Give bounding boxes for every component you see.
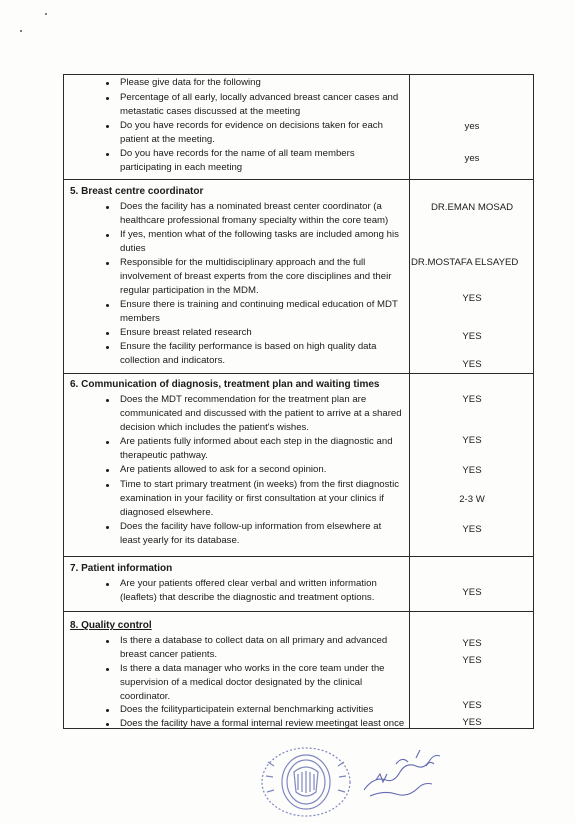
question-text: Do you have records for the name of all team members [120,148,355,159]
question-text: communicated and discussed with the patient to arrive at a shared [120,408,402,419]
question-text: participating in each meeting [120,162,243,173]
bullet-icon [106,332,109,335]
table-row [64,75,534,180]
bullet-icon [106,709,109,712]
question-text: Is there a data manager who works in the core team under the [120,663,385,674]
question-text: involvement of breast experts from the core disciplines and their [120,271,392,282]
question-text: metastatic cases discussed at the meeting [120,106,301,117]
answer-cell [410,557,534,612]
bullet-icon [106,346,109,349]
answer-text: YES [462,293,482,304]
question-text: decision which includes the patient's wishes. [120,422,310,433]
answer-cell [410,75,534,180]
answer-text: YES [462,331,482,342]
table-row [64,374,534,557]
answer-text: YES [462,465,482,476]
question-text: least yearly for its database. [120,535,240,546]
scan-speck [20,30,22,32]
question-text: Percentage of all early, locally advanced breast cancer cases and [120,92,399,103]
question-text: Does the facility have a formal internal review meetingat least once [120,718,405,729]
answer-text: yes [464,153,480,164]
answer-text: YES [462,435,482,446]
answer-text: YES [462,700,482,711]
question-text: Are patients allowed to ask for a second opinion. [120,464,327,475]
question-text: breast cancer patients. [120,649,218,660]
question-cell [64,75,410,180]
section-heading: 7. Patient information [70,563,173,574]
bullet-icon [106,668,109,671]
answer-text: yes [464,121,480,132]
answer-text: YES [462,587,482,598]
question-text: Ensure the facility performance is based on high quality data [120,341,377,352]
scan-speck [45,13,47,15]
question-text: patient at the meeting. [120,134,215,145]
question-text: diagnosed elsewhere. [120,507,214,518]
table-row [64,612,534,729]
question-text: examination in your facility or first consultation at your clinics if [120,493,384,504]
table-row [64,557,534,612]
question-cell [64,612,410,729]
bullet-icon [106,526,109,529]
answer-text: YES [462,717,482,728]
bullet-icon [106,234,109,237]
bullet-icon [106,82,109,85]
question-text: Is there a database to collect data on all primary and advanced [120,635,388,646]
section-heading: 6. Communication of diagnosis, treatment plan and waiting times [70,379,380,390]
bullet-icon [106,640,109,643]
answer-cell [410,612,534,729]
bullet-icon [106,262,109,265]
bullet-icon [106,441,109,444]
answer-text: DR.EMAN MOSAD [430,202,514,213]
question-text: Does the MDT recommendation for the treatment plan are [120,394,367,405]
question-cell [64,180,410,374]
question-text: supervision of a medical doctor designated by the clinical [120,677,363,688]
bullet-icon [106,125,109,128]
question-text: Ensure breast related research [120,327,252,338]
question-text: members [120,313,160,324]
question-text: Does the facility has a nominated breast center coordinator (a [120,201,382,212]
bullet-icon [106,469,109,472]
question-text: Are your patients offered clear verbal and written information [120,578,377,589]
section-heading: 8. Quality control [70,620,152,631]
question-text: coordinator. [120,691,171,702]
question-text: Please give data for the following [120,77,261,88]
question-text: If yes, mention what of the following tasks are included among his [120,229,399,240]
table-row [64,180,534,374]
bullet-icon [106,484,109,487]
question-cell [64,557,410,612]
bullet-icon [106,206,109,209]
answer-text: YES [462,655,482,666]
question-text: regular participation in the MDM. [120,285,259,296]
answer-text: YES [462,638,482,649]
question-text: Ensure there is training and continuing medical education of MDT [120,299,398,310]
bullet-icon [106,399,109,402]
handwritten-signature-icon [356,744,446,802]
bullet-icon [106,304,109,307]
answer-text: YES [462,394,482,405]
question-text: Are patients fully informed about each step in the diagnostic and [120,436,393,447]
answer-text: YES [462,359,482,370]
question-text: collection and indicators. [120,355,226,366]
question-text: therapeutic pathway. [120,450,208,461]
bullet-icon [106,97,109,100]
bullet-icon [106,583,109,586]
bullet-icon [106,723,109,726]
question-text: duties [120,243,146,254]
question-text: (leaflets) that describe the diagnostic and treatment options. [120,592,375,603]
bullet-icon [106,153,109,156]
official-seal-icon [256,742,356,818]
question-text: Does the facility have follow-up information from elsewhere at [120,521,382,532]
question-text: Does the fcilityparticipatein external benchmarking activities [120,704,374,715]
question-text: Responsible for the multidisciplinary approach and the full [120,257,366,268]
answer-text: DR.MOSTAFA ELSAYED [411,257,519,268]
section-heading: 5. Breast centre coordinator [70,186,204,197]
question-cell [64,374,410,557]
question-text: healthcare professional fromany specialty within the core team) [120,215,389,226]
assessment-table [63,74,534,729]
answer-cell [410,180,534,374]
answer-text: YES [462,524,482,535]
answer-text: 2-3 W [459,494,485,505]
question-text: Do you have records for evidence on decisions taken for each [120,120,383,131]
answer-cell [410,374,534,557]
question-text: Time to start primary treatment (in weeks) from the first diagnostic [120,479,400,490]
